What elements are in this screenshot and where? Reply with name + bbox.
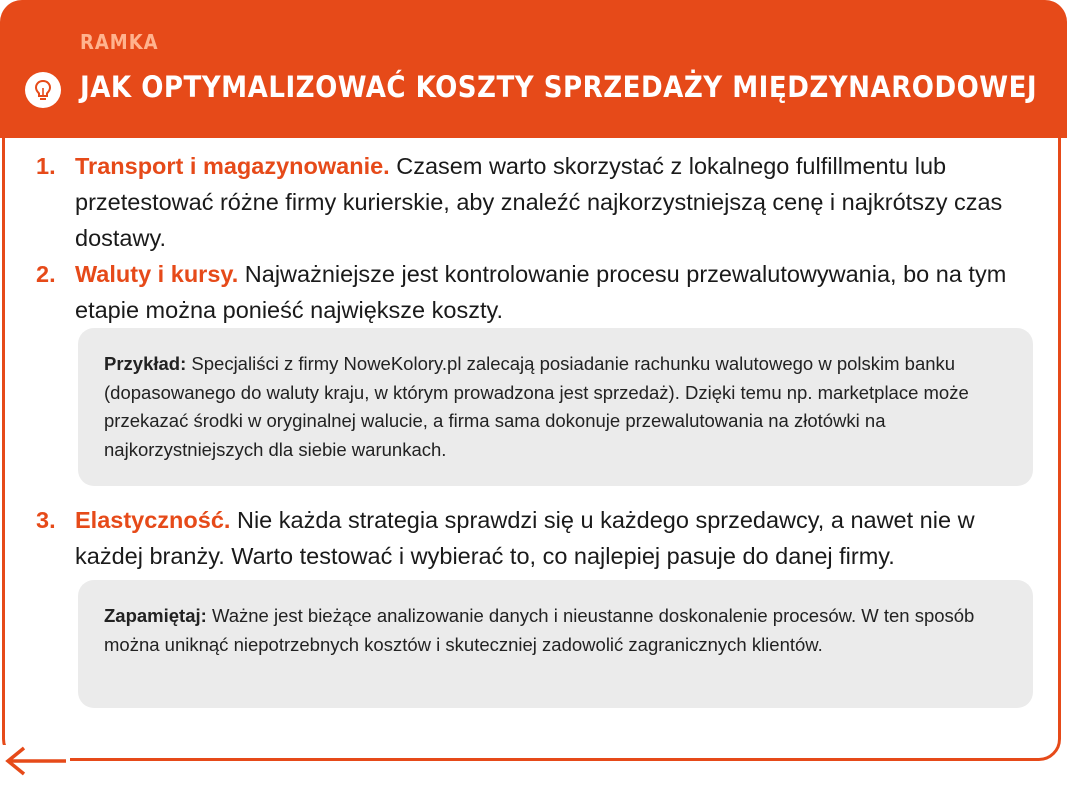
item-number: 3. bbox=[36, 507, 56, 533]
item-lead: Waluty i kursy. bbox=[75, 261, 239, 287]
remember-text: Ważne jest bieżące analizowanie danych i nieustanne doskonalenie procesów. W ten sposób można uniknąć niepotrzebnych kosztów i skuteczniej zadowolić zagranicznych klientów. bbox=[104, 605, 975, 655]
remember-label: Zapamiętaj: bbox=[104, 605, 207, 626]
example-text: Specjaliści z firmy NoweKolory.pl zalecają posiadanie rachunku walutowego w polskim banku (dopasowanego do waluty kraju, w którym prowadzona jest sprzedaż). Dzięki temu np. marketplace może przekazać środki w oryginalnej walucie, a firma sama dokonuje przewalutowania na złotówki na najkorzystniejszych dla siebie warunkach. bbox=[104, 353, 969, 460]
item-text bbox=[75, 256, 1035, 328]
example-box bbox=[78, 328, 1033, 486]
item-body: Nie każda strategia sprawdzi się u każdego sprzedawcy, a nawet nie w każdej branży. Warto testować i wybierać to, co najlepiej pasuje do danej firmy. bbox=[75, 507, 975, 569]
eyebrow-label: RAMKA bbox=[80, 30, 159, 54]
example-label: Przykład: bbox=[104, 353, 187, 374]
item-text bbox=[75, 502, 1035, 574]
remember-box bbox=[78, 580, 1033, 708]
item-lead: Elastyczność. bbox=[75, 507, 231, 533]
item-text bbox=[75, 148, 1035, 256]
item-number: 2. bbox=[36, 261, 56, 287]
lightbulb-icon bbox=[25, 72, 61, 108]
arrow-left-icon bbox=[0, 745, 70, 781]
item-body: Najważniejsze jest kontrolowanie procesu przewalutowywania, bo na tym etapie można ponieść największe koszty. bbox=[75, 261, 1007, 323]
header-bar bbox=[0, 0, 1067, 138]
item-body: Czasem warto skorzystać z lokalnego fulfillmentu lub przetestować różne firmy kurierskie, aby znaleźć najkorzystniejszą cenę i najkrótszy czas dostawy. bbox=[75, 153, 1003, 251]
item-lead: Transport i magazynowanie. bbox=[75, 153, 390, 179]
box-title: JAK OPTYMALIZOWAĆ KOSZTY SPRZEDAŻY MIĘDZYNARODOWEJ bbox=[80, 70, 1038, 104]
item-number: 1. bbox=[36, 153, 56, 179]
